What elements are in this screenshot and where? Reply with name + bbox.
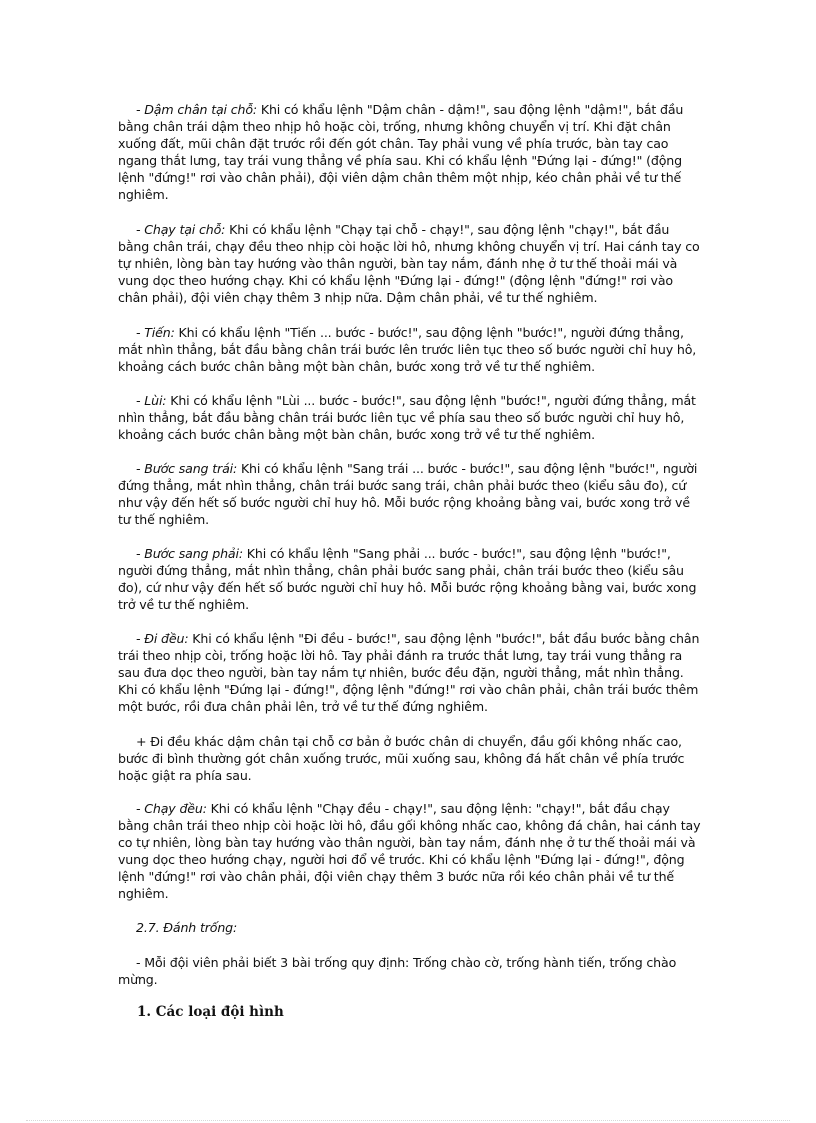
paragraph-tien [118,324,703,375]
paragraph-chay-deu [118,800,703,903]
paragraph-term: - Dậm chân tại chỗ: [136,102,258,117]
paragraph-text: Khi có khẩu lệnh "Sang trái ... bước - bước!", sau động lệnh "bước!", người đứng thẳng, mắt nhìn thẳng, chân trái bước sang trái, chân phải bước theo (kiểu sâu đo), cứ như vậy đến hết số bước người chỉ huy hô. Mỗi bước rộng khoảng bằng vai, bước xong trở về tư thế nghiêm. [118,461,698,528]
paragraph-dam-chan-tai-cho [118,101,703,204]
paragraph-lui [118,392,703,443]
paragraph-bai-trong [118,954,703,988]
paragraph-buoc-sang-phai [118,545,703,613]
paragraph-term: - Bước sang phải: [136,546,243,561]
paragraph-di-deu-note [118,733,703,784]
paragraph-text: Khi có khẩu lệnh "Lùi ... bước - bước!", sau động lệnh "bước!", người đứng thẳng, mắt nhìn thẳng, bắt đầu bằng chân trái bước liên tục về phía sau theo số bước người chỉ huy hô, khoảng cách bước chân bằng một bàn chân, bước xong trở về tư thế nghiêm. [118,393,696,443]
paragraph-di-deu [118,630,703,715]
section-label: 2.7. Đánh trống: [136,920,238,935]
paragraph-term: - Lùi: [136,393,167,408]
paragraph-term: - Đi đều: [136,631,189,646]
section-label-danh-trong [118,919,703,936]
paragraph-term: - Chạy đều: [136,801,207,816]
paragraph-text: Khi có khẩu lệnh "Chạy đều - chạy!", sau động lệnh: "chạy!", bắt đầu chạy bằng chân trái theo nhịp còi hoặc lời hô, đầu gối không nhấc cao, không đá chân, hai cánh tay co tự nhiên, lòng bàn tay hướng vào thân người, bàn tay nắm, đánh nhẹ ở tư thế thoải mái và vung dọc theo hướng chạy, người hơi đổ về trước. Khi có khẩu lệnh "Đứng lại - đứng!", động lệnh "đứng!" rơi vào chân phải, đội viên chạy thêm 3 bước nữa rồi kéo chân phải về tư thế nghiêm. [118,801,701,902]
paragraph-text: Khi có khẩu lệnh "Chạy tại chỗ - chạy!", sau động lệnh "chạy!", bắt đầu bằng chân trái, chạy đều theo nhịp còi hoặc lời hô, nhưng không chuyển vị trí. Hai cánh tay co tự nhiên, lòng bàn tay hướng vào thân người, bàn tay nắm, đánh nhẹ ở tư thế thoải mái và vung dọc theo hướng chạy. Khi có khẩu lệnh "Đứng lại - đứng!" (động lệnh "đứng!" rơi vào chân phải), đội viên chạy thêm 3 nhịp nữa. Dậm chân phải, về tư thế nghiêm. [118,222,700,306]
paragraph-text: - Mỗi đội viên phải biết 3 bài trống quy định: Trống chào cờ, trống hành tiến, trống chào mừng. [118,955,677,988]
page-bottom-rule [26,1120,790,1121]
section-heading: 1. Các loại đội hình [137,1004,284,1020]
paragraph-term: - Chạy tại chỗ: [136,222,226,237]
paragraph-text: Khi có khẩu lệnh "Đi đều - bước!", sau động lệnh "bước!", bắt đầu bước bằng chân trái theo nhịp còi, trống hoặc lời hô. Tay phải đánh ra trước thắt lưng, tay trái vung thẳng ra sau đưa dọc theo người, bàn tay nắm tự nhiên, bước đều đặn, người thẳng, mắt nhìn thẳng. Khi có khẩu lệnh "Đứng lại - đứng!", động lệnh "đứng!" rơi vào chân phải, chân trái bước thêm một bước, rồi đưa chân phải lên, trở về tư thế đứng nghiêm. [118,631,700,715]
paragraph-text: Khi có khẩu lệnh "Sang phải ... bước - bước!", sau động lệnh "bước!", người đứng thẳng, mắt nhìn thẳng, chân phải bước sang phải, chân trái bước theo (kiểu sâu đo), cứ như vậy đến hết số bước người chỉ huy hô. Mỗi bước rộng khoảng bằng vai, bước xong trở về tư thế nghiêm. [118,546,697,613]
paragraph-text: Khi có khẩu lệnh "Dậm chân - dậm!", sau động lệnh "dậm!", bắt đầu bằng chân trái dậm theo nhịp hô hoặc còi, trống, nhưng không chuyển vị trí. Khi đặt chân xuống đất, mũi chân đặt trước rồi đến gót chân. Tay phải vung về phía trước, bàn tay cao ngang thắt lưng, tay trái vung thẳng về phía sau. Khi có khẩu lệnh "Đứng lại - đứng!" (động lệnh "đứng!" rơi vào chân phải), đội viên dậm chân thêm một nhịp, kéo chân phải về tư thế nghiêm. [118,102,684,203]
paragraph-term: - Bước sang trái: [136,461,238,476]
paragraph-text: Khi có khẩu lệnh "Tiến ... bước - bước!", sau động lệnh "bước!", người đứng thẳng, mắt nhìn thẳng, bắt đầu bằng chân trái bước lên trước liên tục theo số bước người chỉ huy hô, khoảng cách bước chân bằng một bàn chân, bước xong trở về tư thế nghiêm. [118,325,697,375]
paragraph-text: + Đi đều khác dậm chân tại chỗ cơ bản ở bước chân di chuyển, đầu gối không nhấc cao, bước đi bình thường gót chân xuống trước, mũi xuống sau, không đá hất chân về phía trước hoặc giật ra phía sau. [118,734,685,784]
paragraph-buoc-sang-trai [118,460,703,528]
paragraph-chay-tai-cho [118,221,703,306]
paragraph-term: - Tiến: [136,325,175,340]
